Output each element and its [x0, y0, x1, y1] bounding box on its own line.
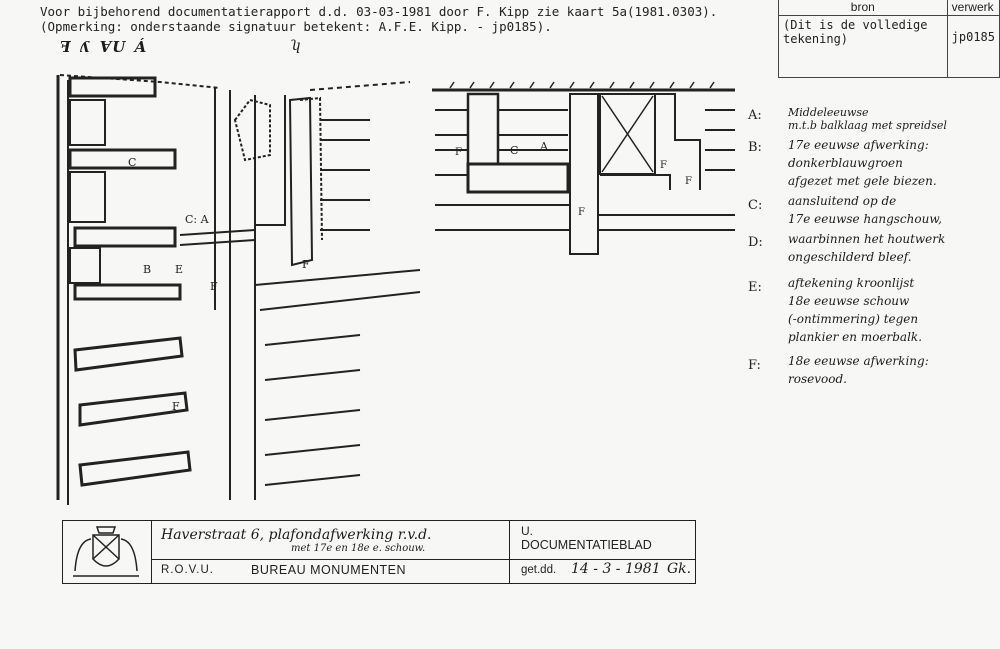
legend-key-F: F: — [748, 358, 761, 373]
source-table — [778, 0, 1000, 78]
left-label-F3: F — [172, 400, 180, 413]
right-label-F2: F — [578, 207, 585, 218]
legend-text-D-2: ongeschilderd bleef. — [788, 250, 912, 264]
legend-text-A-1: Middeleeuwse — [788, 106, 869, 119]
legend-key-E: E: — [748, 280, 762, 295]
title-doctype-cell — [509, 521, 695, 560]
title-block — [62, 520, 696, 584]
legend-text-F-2: rosevood. — [788, 372, 847, 386]
legend-text-D-1: waarbinnen het houtwerk — [788, 232, 946, 246]
title-address-cell — [151, 521, 510, 560]
source-value-verwerk: jp0185 — [947, 16, 999, 78]
title-date-label: get.dd. — [521, 564, 557, 576]
title-date-value: 14 - 3 - 1981 — [571, 561, 661, 577]
top-mark: ʮ — [290, 38, 301, 54]
left-label-C: C — [128, 156, 137, 169]
legend-text-A-2: m.t.b balklaag met spreidsel — [788, 119, 947, 132]
right-label-F4: F — [685, 176, 692, 187]
legend-key-A: A: — [748, 108, 762, 123]
legend-key-C: C: — [748, 198, 763, 213]
legend-text-B-2: donkerblauwgroen — [788, 156, 903, 170]
title-initials: Gk. — [667, 561, 692, 577]
source-header-bron: bron — [779, 0, 948, 16]
legend-text-F-1: 18e eeuwse afwerking: — [788, 354, 929, 368]
title-org-right: BUREAU MONUMENTEN — [251, 563, 407, 577]
title-date-cell — [509, 559, 695, 583]
title-doc-letter: U. — [521, 524, 533, 538]
coat-of-arms-logo — [63, 521, 152, 583]
legend-text-E-4: plankier en moerbalk. — [788, 330, 923, 344]
right-label-A: A — [540, 140, 548, 153]
header-line-2: (Opmerking: onderstaande signatuur betekent: A.F.E. Kipp. - jp0185). — [40, 19, 552, 34]
right-label-F3: F — [660, 160, 667, 171]
title-org-left: R.O.V.U. — [161, 564, 214, 576]
header-line-1: Voor bijbehorend documentatierapport d.d. 03-03-1981 door F. Kipp zie kaart 5a(1981.0303). — [40, 4, 718, 19]
right-ceiling-drawing — [430, 80, 740, 255]
legend-key-D: D: — [748, 235, 763, 250]
legend-text-C-2: 17e eeuwse hangschouw, — [788, 212, 942, 226]
legend-text-C-1: aansluitend op de — [788, 194, 897, 208]
left-label-CA: C: A — [185, 213, 209, 226]
right-label-F1: F — [455, 147, 462, 158]
legend-text-E-1: aftekening kroonlijst — [788, 276, 915, 290]
left-label-B: B — [143, 263, 152, 276]
legend-text-E-3: (-ontimmering) tegen — [788, 312, 919, 326]
legend-key-B: B: — [748, 140, 762, 155]
source-header-verwerk: verwerk — [947, 0, 999, 16]
left-label-F1: F — [210, 280, 218, 293]
left-label-E: E — [175, 263, 184, 276]
title-doc-type: DOCUMENTATIEBLAD — [521, 538, 652, 552]
sketch-marks: ꟻ ʎ ⱯU Á — [60, 38, 149, 56]
source-value-bron: (Dit is de volledige tekening) — [779, 16, 948, 78]
legend-text-B-1: 17e eeuwse afwerking: — [788, 138, 929, 152]
right-label-C: C — [510, 144, 519, 157]
title-org-cell — [151, 559, 510, 583]
legend-text-E-2: 18e eeuwse schouw — [788, 294, 910, 308]
title-address: Haverstraat 6, plafondafwerking r.v.d. — [161, 527, 432, 543]
left-label-F2: F — [302, 258, 310, 271]
title-address-line2: met 17e en 18e e. schouw. — [291, 543, 426, 554]
legend-text-B-3: afgezet met gele biezen. — [788, 174, 937, 188]
left-ceiling-drawing — [40, 60, 460, 510]
